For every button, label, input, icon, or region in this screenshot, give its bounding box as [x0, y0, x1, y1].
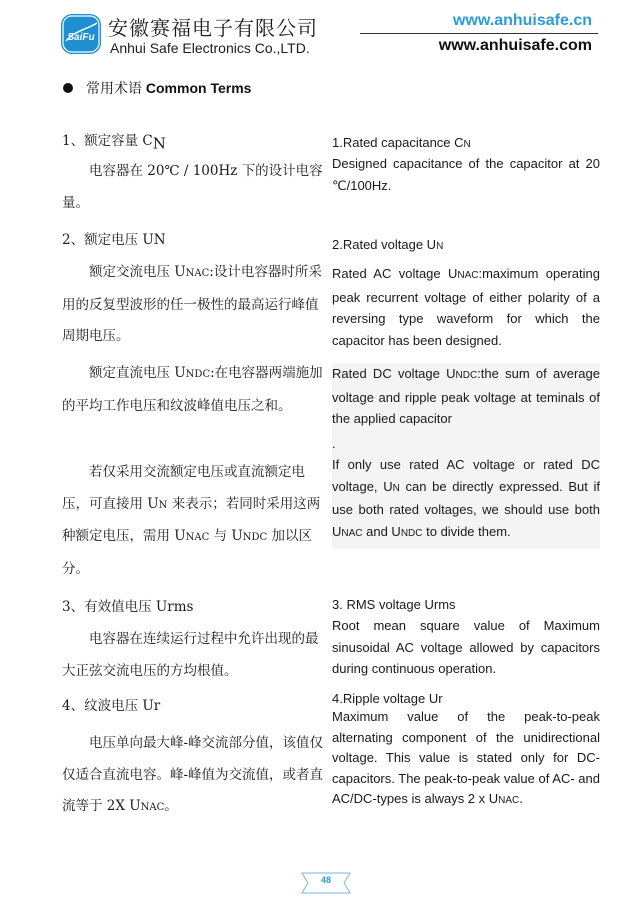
term2-dc-body-en: Rated DC voltage UNDC:the sum of average voltage and ripple peak voltage at teminals of the applied capacitor	[332, 366, 600, 426]
term4-heading-cn: 4、纹波电压 Ur	[62, 698, 161, 714]
website-url-com[interactable]: www.anhuisafe.com	[438, 37, 592, 54]
term2-dc-body-cn: 额定直流电压 UNDC:在电容器两端施加的平均工作电压和纹波峰值电压之和。	[62, 365, 323, 414]
company-logo	[60, 13, 102, 55]
term3-heading-cn: 3、有效值电压 Urms	[62, 599, 194, 615]
term1-heading-en: 1.Rated capacitance CN	[332, 135, 471, 150]
term3-body-en: Root mean square value of Maximum sinusoidal AC voltage allowed by capacitors during continuous operation.	[332, 618, 600, 676]
term1-body-cn: 电容器在 20℃ / 100Hz 下的设计电容量。	[62, 163, 323, 211]
term2-note-body-en: If only use rated AC voltage or rated DC voltage, UN can be directly expressed. But if use both rated voltages, we should use both UNAC and UNDC to divide them.	[332, 457, 600, 539]
header-divider	[360, 33, 598, 34]
term2-heading-cn: 2、额定电压 UN	[62, 232, 166, 248]
term4-body-en: Maximum value of the peak-to-peak alternating component of the unidirectional voltage. This value is stated only for DC-capacitors. The peak-to-peak value of AC- and AC/DC-types is always 2 x UNAC.	[332, 709, 600, 806]
term3-heading-en: 3. RMS voltage Urms	[332, 597, 456, 612]
page-number: 48	[320, 875, 331, 885]
term1-heading-cn: 1、额定容量 $C_N$	[62, 133, 166, 153]
term4-body-cn: 电压单向最大峰-峰交流部分值，该值仅仅适合直流电容。峰-峰值为交流值，或者直流等于 2X UNAC。	[62, 735, 324, 814]
company-name-cn: 安徽赛福电子有限公司	[108, 16, 318, 40]
term2-ac-body-en: Rated AC voltage UNAC:maximum operating peak recurrent voltage of either polarity of a reversing type waveform for which the capacitor has been designed.	[332, 266, 600, 348]
bullet-icon	[63, 83, 73, 93]
section-title-en: Common Terms	[145, 80, 252, 96]
term2-note-body-cn: 若仅采用交流额定电压或直流额定电压，可直接用 UN 来表示；若同时采用这两种额定电压，需用 UNAC 与 UNDC 加以区分。	[62, 464, 321, 577]
term2-heading-en: 2.Rated voltage UN	[332, 237, 444, 252]
term4-heading-en: 4.Ripple voltage Ur	[332, 691, 443, 706]
term1-body-en: Designed capacitance of the capacitor at 20 ℃/100Hz.	[332, 156, 600, 193]
section-title	[86, 78, 251, 98]
website-url-cn[interactable]: www.anhuisafe.cn	[453, 12, 592, 29]
term2-dc-block-en	[332, 363, 600, 549]
company-name-en: Anhui Safe Electronics Co.,LTD.	[110, 40, 310, 56]
term3-body-cn: 电容器在连续运行过程中允许出现的最大正弦交流电压的方均根值。	[62, 631, 319, 679]
section-title-cn: 常用术语	[86, 80, 142, 96]
svg-text:SaiFu: SaiFu	[67, 32, 95, 43]
term2-dot-en: .	[332, 435, 336, 451]
term2-ac-body-cn: 额定交流电压 UNAC:设计电容器时所采用的反复型波形的任一极性的最高运行峰值周期电压。	[62, 264, 322, 344]
